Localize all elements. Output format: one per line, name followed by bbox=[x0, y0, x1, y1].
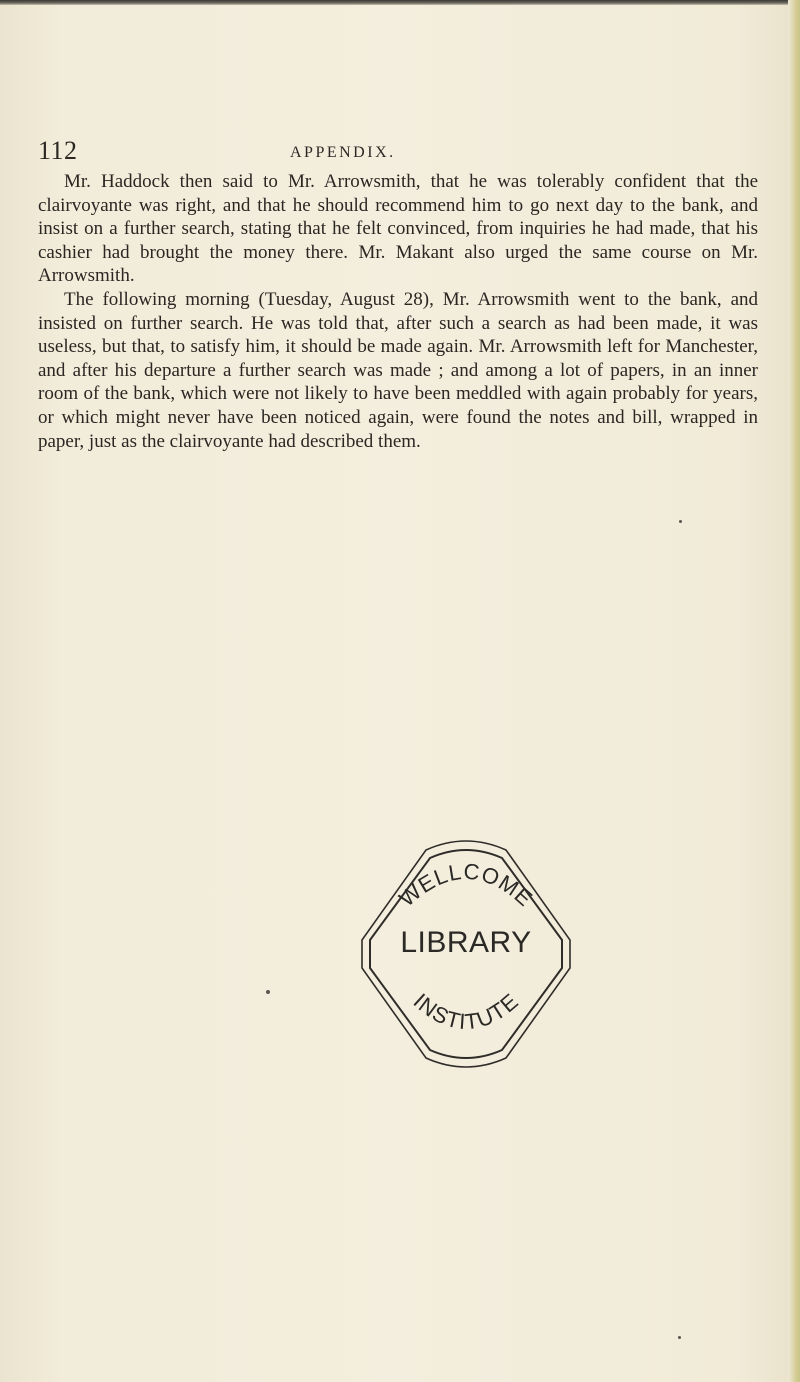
running-head: APPENDIX. bbox=[290, 144, 396, 161]
paragraph-1: Mr. Haddock then said to Mr. Arrowsmith, that he was tolerably confident that the clairvoyante was right, and that he should recommend him to go next day to the bank, and insist on a further search, stating that he felt convinced, from inquiries he had made, that his cashier had brought the money there. Mr. Makant also urged the same course on Mr. Arrowsmith. bbox=[38, 171, 758, 287]
page-right-edge bbox=[788, 0, 800, 1382]
paper-speck bbox=[678, 1336, 681, 1339]
stamp-bottom-text: INSTITUTE bbox=[408, 988, 524, 1035]
body-text bbox=[38, 170, 758, 453]
paragraph-2: The following morning (Tuesday, August 28), Mr. Arrowsmith went to the bank, and insisted on further search. He was told that, after such a search as had been made, it was useless, but that, to satisfy him, it should be made again. Mr. Arrowsmith left for Manchester, and after his departure a further search was made ; and among a lot of papers, in an inner room of the bank, which were not likely to have been meddled with again probably for years, or which might never have been noticed again, were found the notes and bill, wrapped in paper, just as the clairvoyante had described them. bbox=[38, 288, 758, 452]
library-stamp bbox=[338, 836, 594, 1072]
stamp-center-text: LIBRARY bbox=[400, 926, 532, 959]
page-number: 112 bbox=[38, 136, 78, 165]
paper-speck bbox=[266, 990, 270, 994]
page-header bbox=[38, 136, 758, 170]
stamp-top-text: WELLCOME bbox=[394, 858, 538, 912]
paper-speck bbox=[679, 520, 682, 523]
page-top-edge bbox=[0, 0, 800, 5]
